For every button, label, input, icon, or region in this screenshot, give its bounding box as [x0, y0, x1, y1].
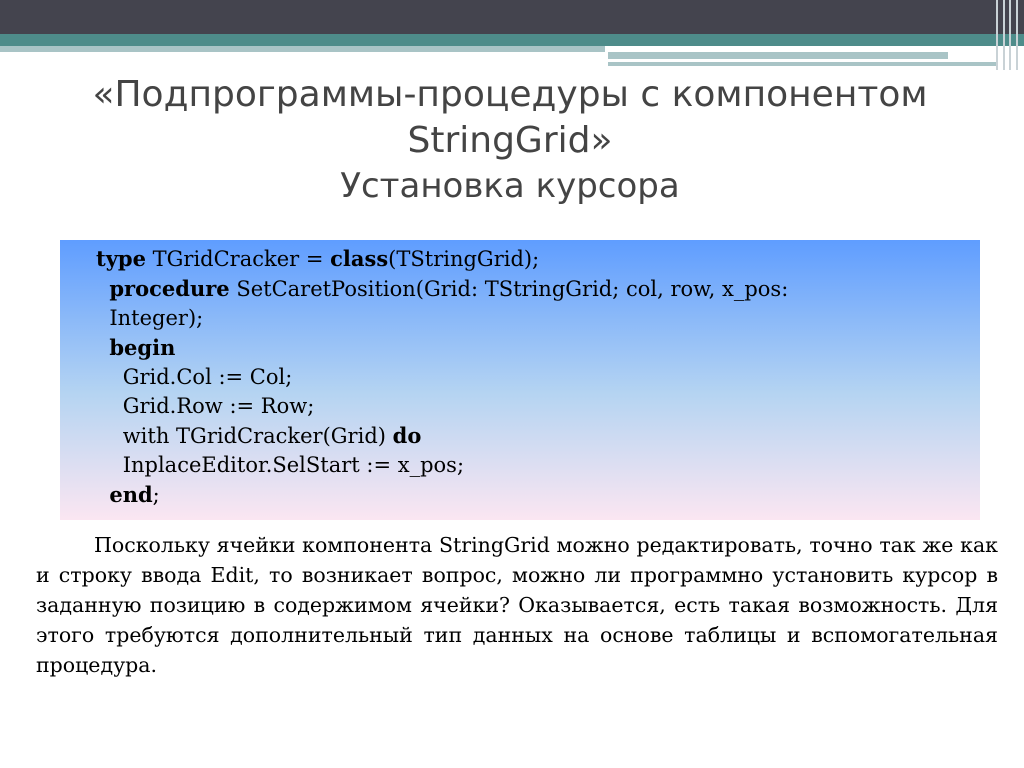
code-line-3: Integer); — [109, 306, 204, 330]
code-kw-class: class — [330, 246, 389, 271]
code-line-5: Grid.Col := Col; — [122, 365, 293, 389]
title-line-3: Установка курсора — [340, 166, 680, 206]
code-kw-end: end — [109, 482, 153, 507]
decor-vline-2 — [1003, 0, 1005, 70]
code-line-6: Grid.Row := Row; — [122, 394, 315, 418]
paragraph-text: Поскольку ячейки компонента StringGrid можно редактировать, точно так же как и строку ввода Edit, то возникает вопрос, можно ли программно установить курсор в заданную позицию в содержимом ячейки? Оказывается, есть такая возможность. Для этого требуются дополнительный тип данных на основе таблицы и вспомогательная процедура. — [36, 533, 998, 677]
body-paragraph — [36, 530, 998, 680]
title-line-2: StringGrid» — [407, 120, 613, 161]
code-line-8: InplaceEditor.SelStart := x_pos; — [122, 453, 465, 477]
header-stripe-left — [0, 46, 605, 52]
code-kw-type: type — [96, 246, 146, 271]
header-dark-bar — [0, 0, 1024, 34]
header-stripe-lower — [608, 62, 998, 66]
code-kw-procedure: procedure — [109, 276, 230, 301]
code-line-7-rest: with TGridCracker(Grid) — [122, 424, 393, 448]
decor-vline-4 — [1016, 0, 1018, 70]
code-line-1-rest: TGridCracker = — [145, 247, 331, 271]
code-kw-do: do — [392, 423, 422, 448]
code-line-1-end: (TStringGrid); — [388, 247, 540, 271]
decor-vline-1 — [996, 0, 998, 70]
title-line-1: «Подпрограммы-процедуры с компонентом — [92, 74, 928, 115]
code-line-9-end: ; — [152, 483, 160, 507]
decor-vline-3 — [1009, 0, 1011, 70]
header-stripe-mid — [608, 52, 948, 59]
header-teal-bar — [0, 34, 1024, 46]
code-block — [96, 244, 788, 510]
code-kw-begin: begin — [109, 335, 176, 360]
code-line-2-rest: SetCaretPosition(Grid: TStringGrid; col, row, x_pos: — [229, 277, 789, 301]
slide-title — [60, 72, 960, 208]
